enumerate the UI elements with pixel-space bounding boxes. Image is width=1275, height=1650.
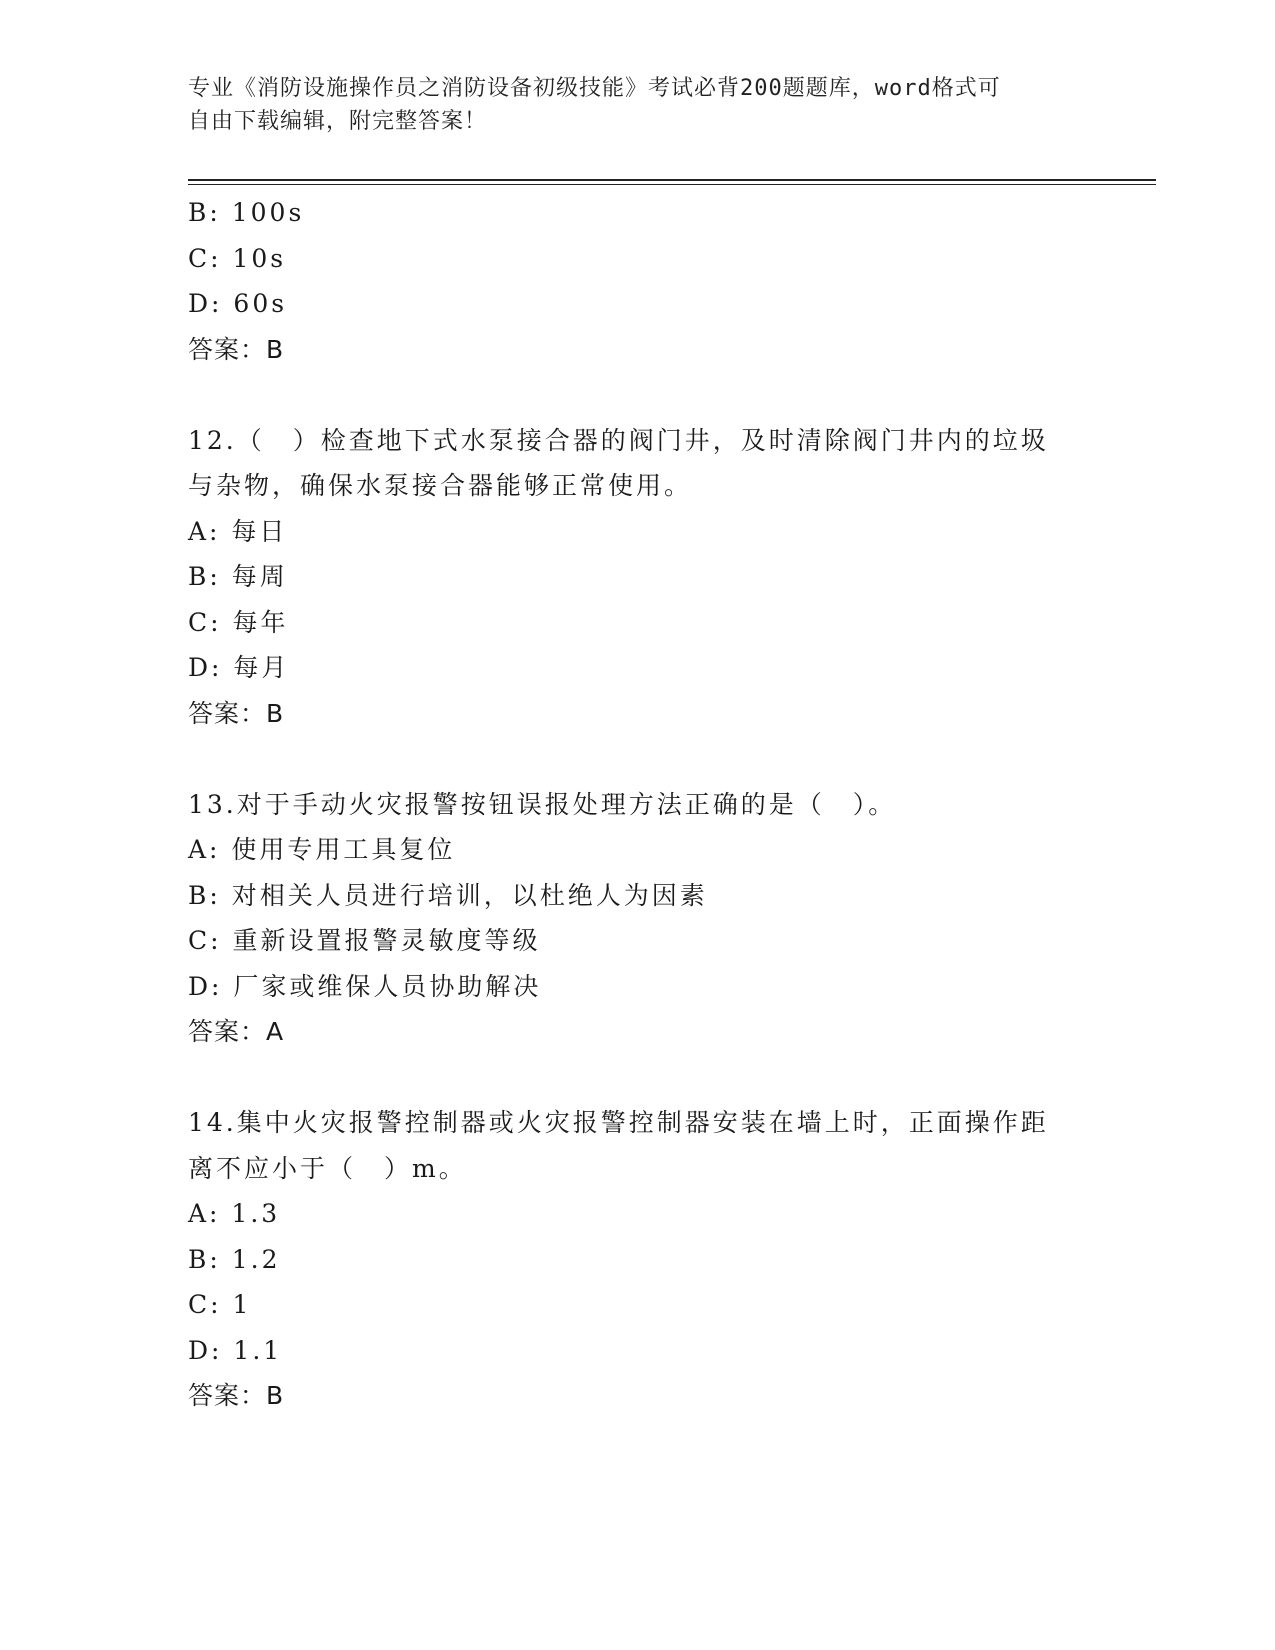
option-a: A: 每日 xyxy=(188,516,288,546)
option-b: B: 每周 xyxy=(188,562,288,591)
question-11-continuation xyxy=(188,190,1088,372)
answer-line: 答案：B xyxy=(188,698,285,728)
option-b: B: 对相关人员进行培训，以杜绝人为因素 xyxy=(188,880,708,910)
question-12 xyxy=(188,418,1088,737)
document-header xyxy=(188,72,1068,138)
option-c: C: 1 xyxy=(188,1290,252,1319)
question-stem-line: 离不应小于（ ）m。 xyxy=(188,1153,467,1183)
header-line-1: 专业《消防设施操作员之消防设备初级技能》考试必背200题题库，word格式可 xyxy=(188,76,1001,101)
question-stem-line: 13.对于手动火灾报警按钮误报处理方法正确的是（ ）。 xyxy=(188,789,897,819)
header-divider-thick xyxy=(188,179,1156,181)
question-stem-line: 14.集中火灾报警控制器或火灾报警控制器安装在墙上时，正面操作距 xyxy=(188,1108,1049,1137)
question-13 xyxy=(188,782,1088,1055)
option-d: D: 1.1 xyxy=(188,1335,283,1365)
question-list xyxy=(188,190,1088,1419)
option-d: D: 厂家或维保人员协助解决 xyxy=(188,971,542,1001)
spacer xyxy=(188,736,1088,782)
answer-line: 答案：B xyxy=(188,334,285,364)
answer-line: 答案：A xyxy=(188,1017,285,1046)
question-stem-line: 与杂物，确保水泵接合器能够正常使用。 xyxy=(188,471,693,500)
answer-line: 答案：B xyxy=(188,1381,285,1410)
option-b: B: 100s xyxy=(188,198,305,227)
header-divider-thin xyxy=(188,184,1156,185)
option-a: A: 使用专用工具复位 xyxy=(188,835,456,864)
option-d: D: 每月 xyxy=(188,653,290,682)
option-c: C: 10s xyxy=(188,243,287,273)
spacer xyxy=(188,1055,1088,1101)
spacer xyxy=(188,372,1088,418)
option-b: B: 1.2 xyxy=(188,1244,281,1274)
header-line-2: 自由下载编辑，附完整答案！ xyxy=(188,109,488,134)
option-a: A: 1.3 xyxy=(188,1199,281,1228)
option-c: C: 每年 xyxy=(188,607,289,637)
question-stem-line: 12.（ ）检查地下式水泵接合器的阀门井，及时清除阀门井内的垃圾 xyxy=(188,425,1049,455)
option-d: D: 60s xyxy=(188,289,288,318)
question-14 xyxy=(188,1100,1088,1419)
option-c: C: 重新设置报警灵敏度等级 xyxy=(188,926,541,955)
